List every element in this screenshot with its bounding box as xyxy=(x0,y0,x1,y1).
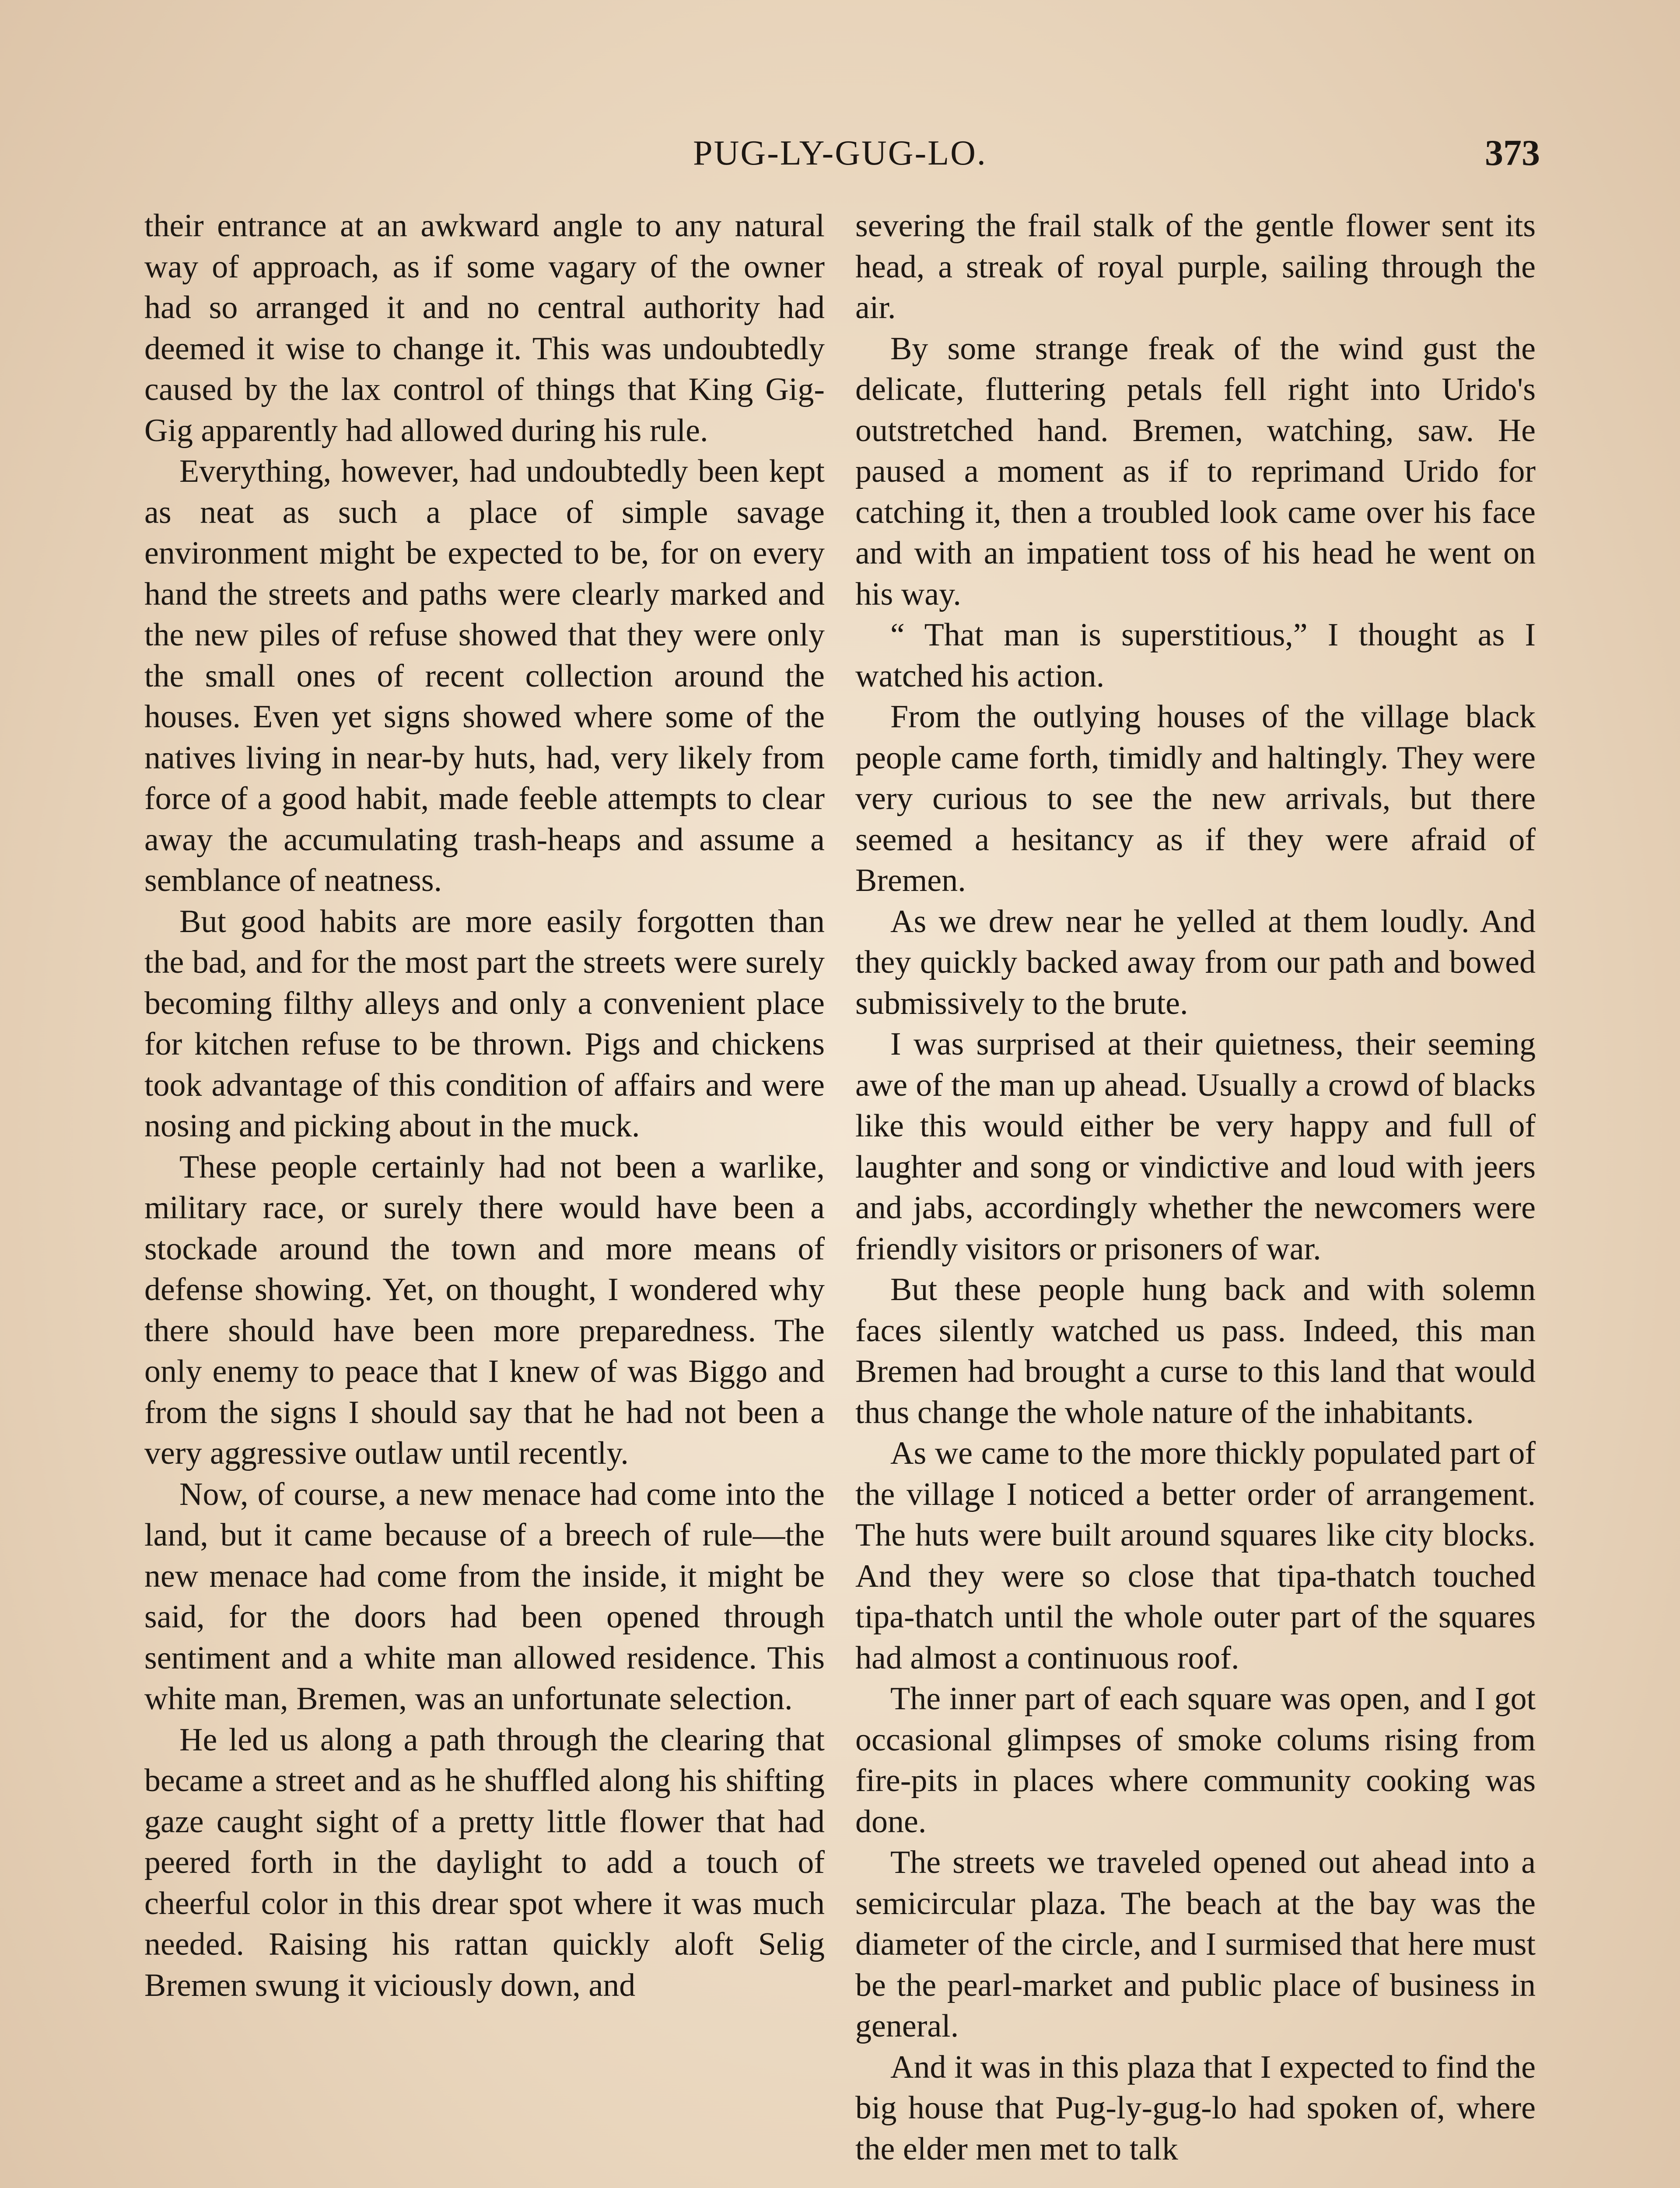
paragraph: As we came to the more thickly populated part of the village I noticed a better order of arrangement. The huts were built around squares like city blocks. And they were so close that tipa-thatch touched tipa-thatch until the whole outer part of the squares had almost a continuous roof. xyxy=(855,1435,1536,1676)
paragraph: “ That man is superstitious,” I thought as I watched his action. xyxy=(855,617,1536,694)
paragraph: From the outlying houses of the village black people came forth, timidly and haltingly. They were very curious to see the new arrivals, but there seemed a hesitancy as if they were afraid of Bremen. xyxy=(855,699,1536,898)
paragraph: I was surprised at their quietness, their seeming awe of the man up ahead. Usually a crowd of blacks like this would either be very happy and full of laughter and song or vindictive and loud with jeers and jabs, accordingly whether the newcomers were friendly visitors or prisoners of war. xyxy=(855,1026,1536,1267)
paragraph: But good habits are more easily forgotten than the bad, and for the most part the streets were surely becoming filthy alleys and only a convenient place for kitchen refuse to be thrown. Pigs and chickens took advantage of this condition of affairs and were nosing and picking about in the muck. xyxy=(144,903,825,1144)
running-head: PUG-LY-GUG-LO. xyxy=(693,134,987,172)
paragraph: He led us along a path through the clearing that became a street and as he shuffled along his shifting gaze caught sight of a pretty little flower that had peered forth in the daylight to add a touch of cheerful color in this drear spot where it was much needed. Raising his rattan quickly aloft Selig Bremen swung it viciously down, and xyxy=(144,1722,825,2003)
paragraph: severing the frail stalk of the gentle flower sent its head, a streak of royal purple, sailing through the air. xyxy=(855,208,1536,326)
paragraph: The inner part of each square was open, and I got occasional glimpses of smoke colums rising from fire-pits in places where community cooking was done. xyxy=(855,1681,1536,1840)
paragraph: By some strange freak of the wind gust the delicate, fluttering petals fell right into Urido's outstretched hand. Bremen, watching, saw. He paused a moment as if to reprimand Urido for catching it, then a troubled look came over his face and with an impatient toss of his head he went on his way. xyxy=(855,330,1536,612)
paragraph: As we drew near he yelled at them loudly. And they quickly backed away from our path and bowed submissively to the brute. xyxy=(855,903,1536,1021)
paragraph: But these people hung back and with solemn faces silently watched us pass. Indeed, this man Bremen had brought a curse to this land that would thus change the whole nature of the inhabitants. xyxy=(855,1272,1536,1431)
page-header xyxy=(140,127,1540,179)
paragraph: These people certainly had not been a warlike, military race, or surely there would have been a stockade around the town and more means of defense showing. Yet, on thought, I wondered why there should have been more preparedness. The only enemy to peace that I knew of was Biggo and from the signs I should say that he had not been a very aggressive outlaw until recently. xyxy=(144,1149,825,1471)
right-column xyxy=(855,206,1536,2188)
paragraph: Everything, however, had undoubtedly been kept as neat as such a place of simple savage environment might be expected to be, for on every hand the streets and paths were clearly marked and the new piles of refuse showed that they were only the small ones of recent collection around the houses. Even yet signs showed where some of the natives living in near-by huts, had, very likely from force of a good habit, made feeble attempts to clear away the accumulating trash-heaps and assume a semblance of neatness. xyxy=(144,453,825,898)
paragraph: And it was in this plaza that I expected to find the big house that Pug-ly-gug-lo had spoken of, where the elder men met to talk xyxy=(855,2049,1536,2167)
left-column xyxy=(144,206,825,2188)
paragraph: their entrance at an awkward angle to any natural way of approach, as if some vagary of the owner had so arranged it and no central authority had deemed it wise to change it. This was undoubtedly caused by the lax control of things that King Gig-Gig apparently had allowed during his rule. xyxy=(144,208,825,449)
paragraph: The streets we traveled opened out ahead into a semicircular plaza. The beach at the bay was the diameter of the circle, and I surmised that here must be the pearl-market and public place of business in general. xyxy=(855,1844,1536,2044)
paragraph: Now, of course, a new menace had come into the land, but it came because of a breech of rule—the new menace had come from the inside, it might be said, for the doors had been opened through sentiment and a white man allowed residence. This white man, Bremen, was an unfortunate selection. xyxy=(144,1476,825,1717)
page-number: 373 xyxy=(1485,133,1540,173)
